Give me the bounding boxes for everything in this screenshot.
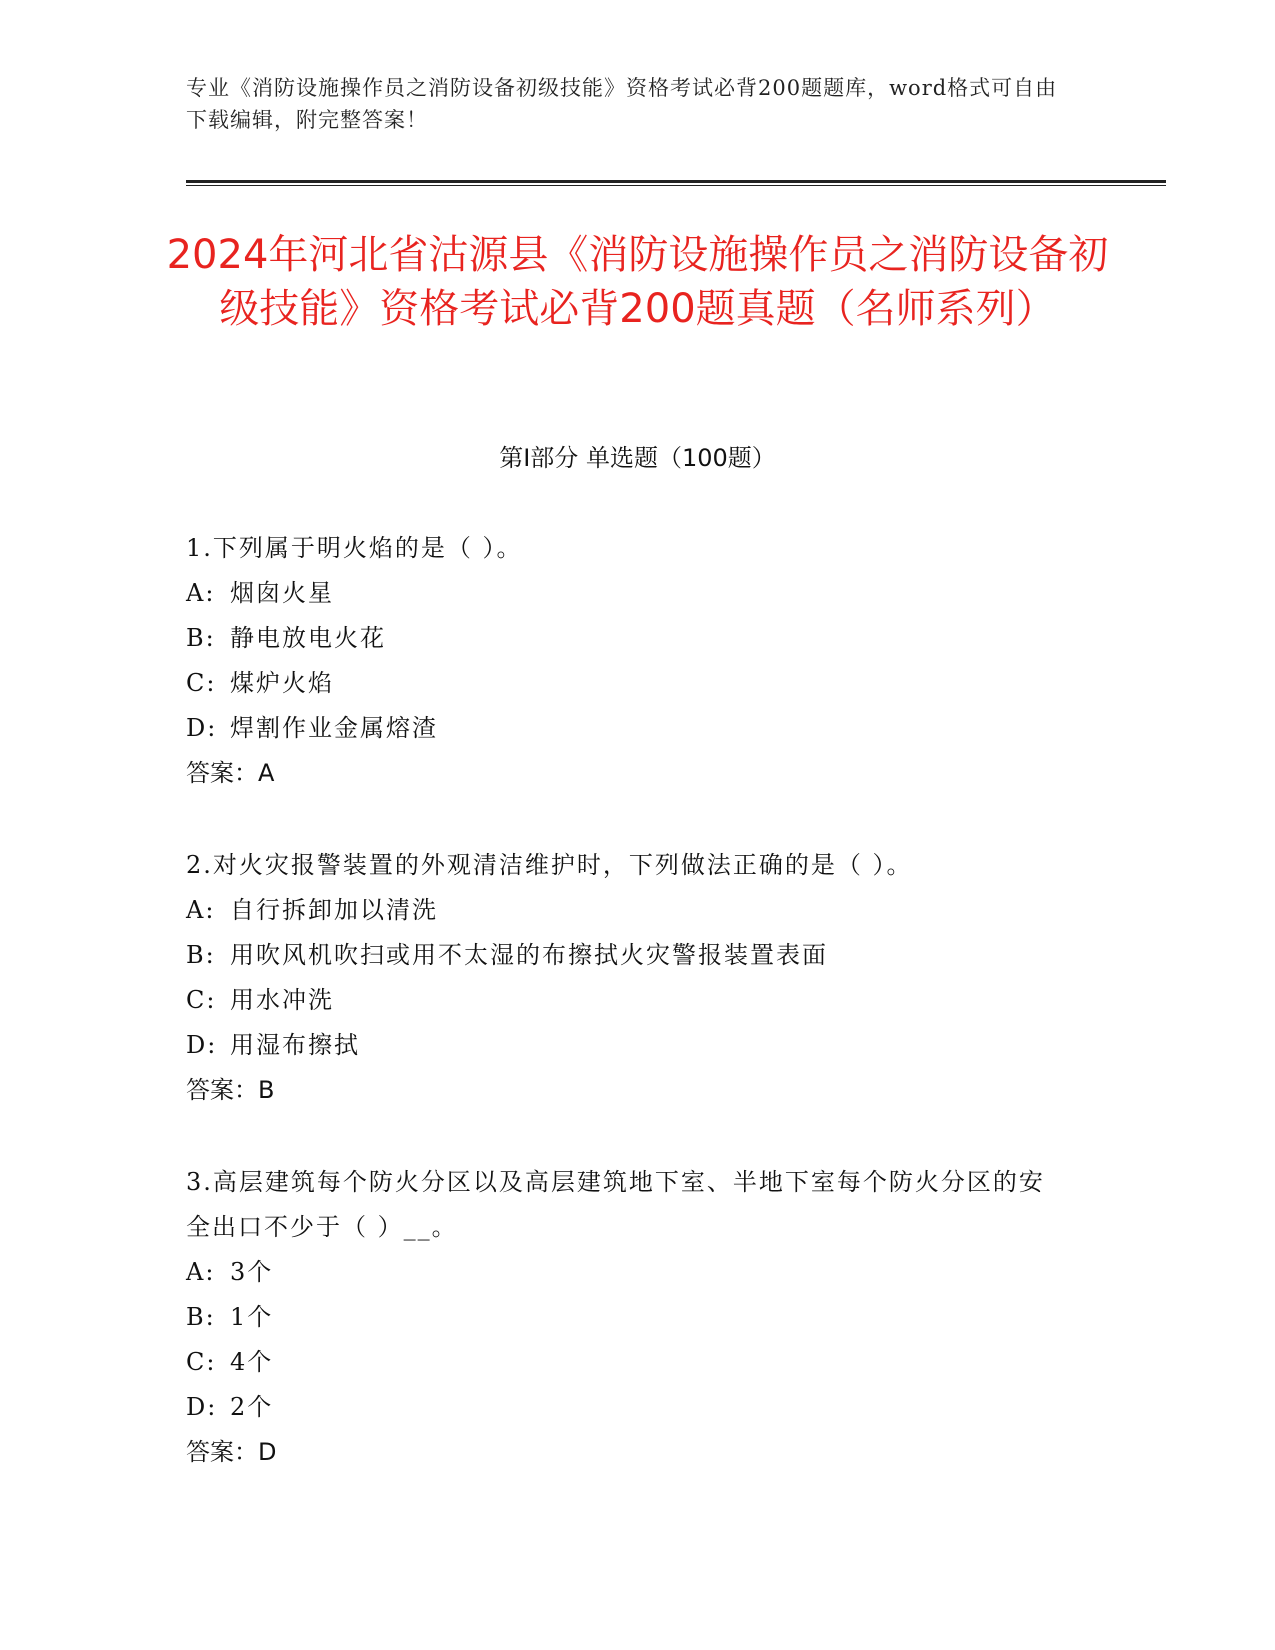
- question-3: [186, 1160, 1066, 1475]
- option-text: 煤炉火焰: [230, 669, 334, 697]
- option-key: C:: [186, 669, 217, 697]
- option-text: 1个: [230, 1303, 274, 1331]
- option-c: [186, 661, 1066, 706]
- option-key: C:: [186, 986, 217, 1014]
- option-key: D:: [186, 1393, 218, 1421]
- option-text: 4个: [230, 1348, 274, 1376]
- option-text: 自行拆卸加以清洗: [230, 896, 438, 924]
- section-title: 第Ⅰ部分 单选题（100题）: [499, 444, 776, 472]
- document-title: 2024年河北省沽源县《消防设施操作员之消防设备初级技能》资格考试必背200题真题（名师系列）: [166, 232, 1109, 332]
- option-b: [186, 933, 1066, 978]
- option-text: 2个: [230, 1393, 274, 1421]
- option-text: 静电放电火花: [230, 624, 386, 652]
- question-stem: 3.高层建筑每个防火分区以及高层建筑地下室、半地下室每个防火分区的安全出口不少于（ ）__。: [186, 1168, 1045, 1241]
- option-d: [186, 1023, 1066, 1068]
- option-key: B:: [186, 624, 216, 652]
- option-text: 烟囱火星: [230, 579, 334, 607]
- answer: 答案：B: [186, 1076, 275, 1104]
- option-key: A:: [186, 579, 216, 607]
- option-text: 用湿布擦拭: [230, 1031, 360, 1059]
- option-c: [186, 1340, 1066, 1385]
- option-text: 3个: [230, 1258, 274, 1286]
- option-key: D:: [186, 1031, 218, 1059]
- option-text: 用水冲洗: [230, 986, 334, 1014]
- question-1: [186, 526, 1066, 796]
- option-text: 焊割作业金属熔渣: [230, 714, 438, 742]
- option-key: B:: [186, 941, 216, 969]
- answer: 答案：A: [186, 759, 275, 787]
- option-a: [186, 888, 1066, 933]
- header-note: 专业《消防设施操作员之消防设备初级技能》资格考试必背200题题库，word格式可自由下载编辑，附完整答案！: [186, 76, 1058, 132]
- option-text: 用吹风机吹扫或用不太湿的布擦拭火灾警报装置表面: [230, 941, 828, 969]
- header-divider-thin: [186, 185, 1166, 186]
- option-key: A:: [186, 1258, 216, 1286]
- option-d: [186, 706, 1066, 751]
- option-a: [186, 571, 1066, 616]
- option-c: [186, 978, 1066, 1023]
- question-stem: 2.对火灾报警装置的外观清洁维护时，下列做法正确的是（ ）。: [186, 851, 913, 879]
- option-b: [186, 1295, 1066, 1340]
- option-b: [186, 616, 1066, 661]
- option-key: D:: [186, 714, 218, 742]
- option-a: [186, 1250, 1066, 1295]
- option-key: A:: [186, 896, 216, 924]
- question-2: [186, 843, 1066, 1113]
- question-stem: 1.下列属于明火焰的是（ ）。: [186, 534, 523, 562]
- option-key: B:: [186, 1303, 216, 1331]
- option-key: C:: [186, 1348, 217, 1376]
- header-divider-thick: [186, 180, 1166, 183]
- answer: 答案：D: [186, 1438, 277, 1466]
- option-d: [186, 1385, 1066, 1430]
